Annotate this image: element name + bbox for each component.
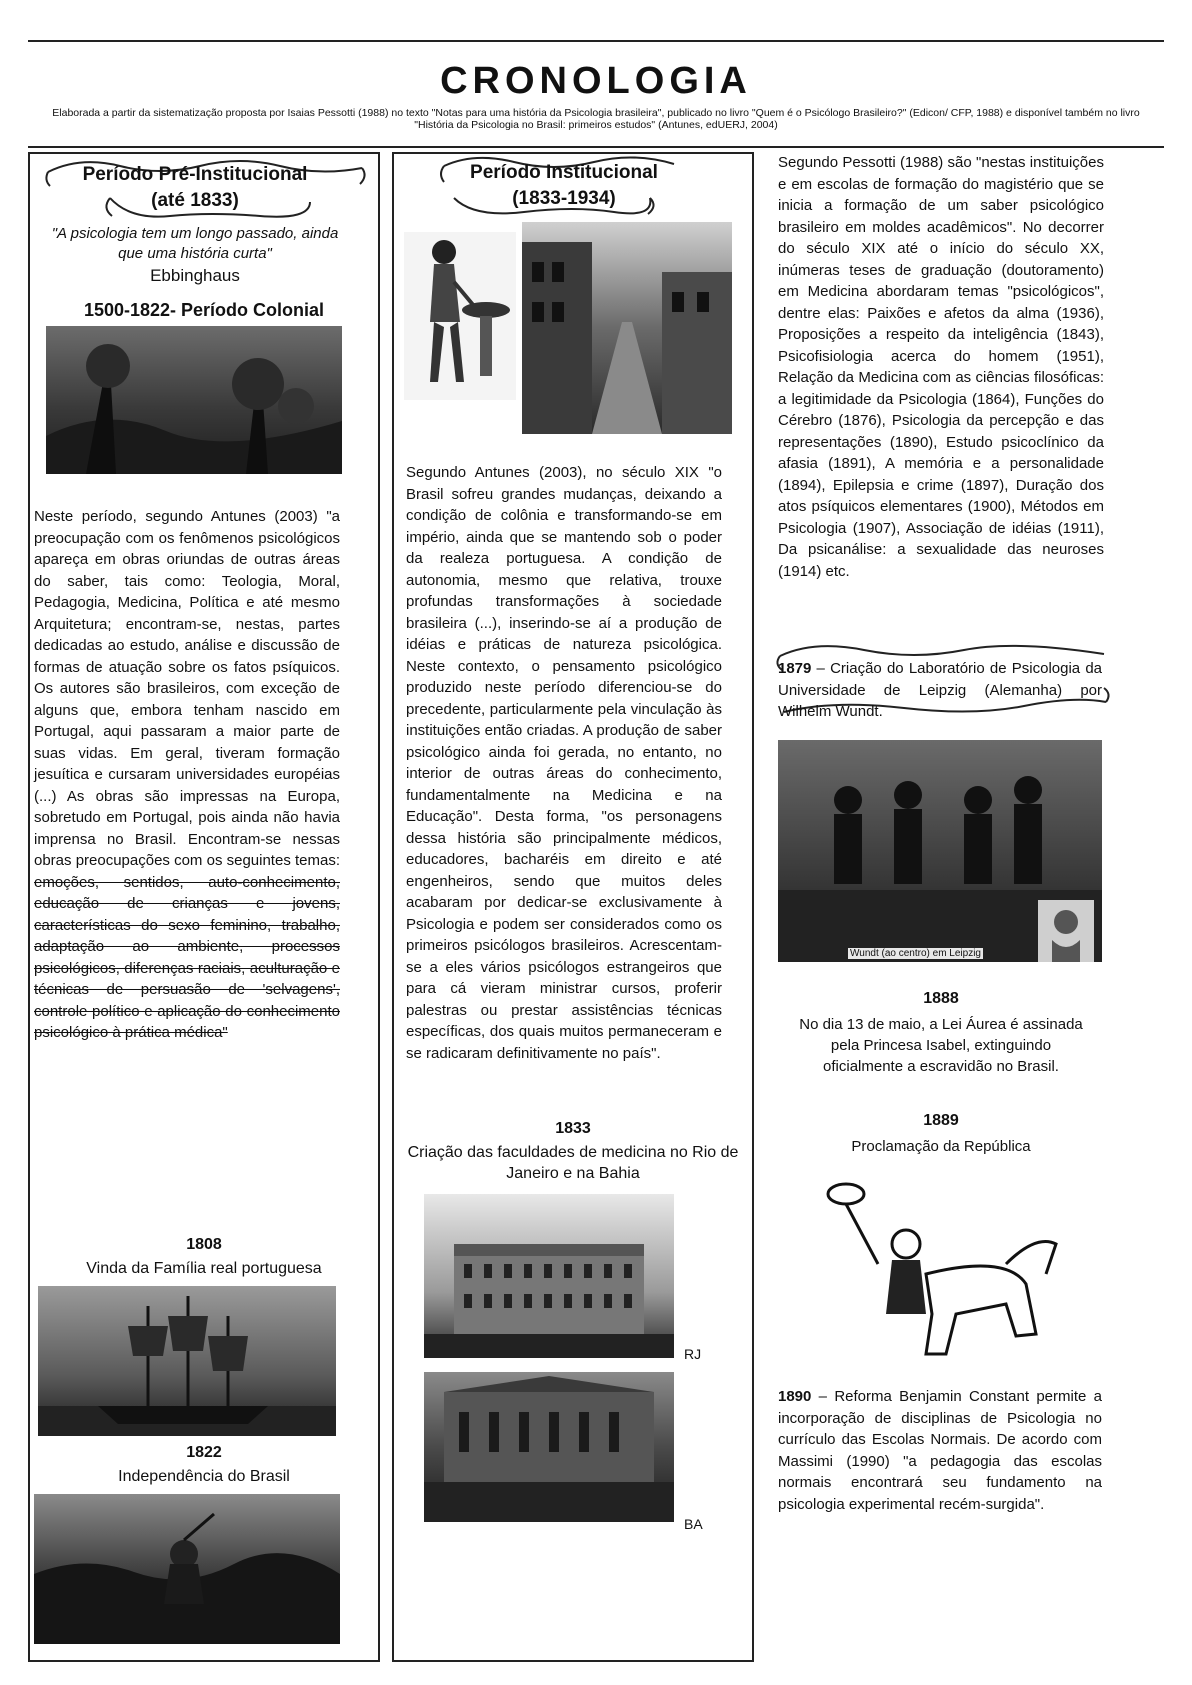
year-1889: 1889	[923, 1112, 959, 1129]
year-1890: 1890	[778, 1388, 812, 1405]
label-rj: RJ	[684, 1346, 702, 1362]
institutional-period-text: Segundo Antunes (2003), no século XIX "o Brasil sofreu grandes mudanças, deixando a condição de colônia e transformando-se em império, ainda que se mantendo sob o poder da realeza portuguesa. A condição de autonomia, mesmo que relativa, trouxe profundas transformações à sociedade brasileira (...), inserindo-se aí a produção de idéias e práticas de natureza psicológica. Neste contexto, o pensamento psicológico produzido neste período diferenciou-se do precedente, particularmente pela vinculação às instituições então criadas. A produção de saber psicológico ainda foi gerada, no entanto, no interior de outras áreas do conhecimento, fundamentalmente na Medicina e na Educação". Desta forma, "os personagens dessa história são principalmente médicos, educadores, bacharéis em direito e até engenheiros, sendo que muitos deles acabaram por dedicar-se exclusivamente à Psicologia e podem ser considerados como os primeiros psicólogos brasileiros. Acrescentam-se a eles vários psicólogos estrangeiros que para cá vieram ministrar cursos, proferir palestras ou prestar assistências técnicas específicas, dos quais muitos permaneceram e se radicaram definitivamente no país".	[406, 464, 722, 1062]
period-title: Período Pré-Institucional	[82, 164, 308, 185]
rj-building-illustration	[424, 1194, 674, 1358]
page-title: CRONOLOGIA	[440, 60, 752, 102]
street-illustration	[522, 222, 732, 434]
colonial-heading: 1500-1822- Período Colonial	[83, 300, 325, 320]
colonial-street-image	[522, 222, 732, 434]
wundt-caption: Wundt (ao centro) em Leipzig	[850, 948, 981, 959]
period-range: (1833-1934)	[512, 188, 616, 209]
text-1889: Proclamação da República	[851, 1138, 1031, 1155]
rj-faculty-image	[424, 1194, 674, 1358]
caption-1808: Vinda da Família real portuguesa	[86, 1260, 322, 1277]
year-1879: 1879	[778, 660, 812, 677]
wundt-lab-illustration	[778, 740, 1102, 962]
event-1890	[778, 1386, 1102, 1515]
ba-faculty-image	[424, 1372, 674, 1522]
deodoro-horse-illustration	[806, 1174, 1066, 1364]
colonial-period-text	[34, 506, 340, 1044]
ship-illustration	[38, 1286, 336, 1436]
column-pre-institutional	[28, 152, 380, 1662]
colonial-text-topics: emoções, sentidos, auto-conhecimento, educação de crianças e jovens, características do sexo feminino, trabalho, adaptação ao ambiente, processos psicológicos, diferenças raciais, aculturação e técnicas de persuasão de 'selvagens', controle político e aplicação do conhecimento psicológico à prática médica"	[34, 873, 340, 1041]
period-range: (até 1833)	[151, 190, 239, 211]
period-title: Período Institucional	[470, 162, 658, 183]
independence-image	[34, 1494, 340, 1644]
column-continuation	[768, 152, 1152, 1662]
caption-1822: Independência do Brasil	[118, 1468, 290, 1485]
ebbinghaus-quote: "A psicologia tem um longo passado, ainda que uma história curta"	[51, 225, 339, 262]
page-subtitle: Elaborada a partir da sistematização proposta por Isaias Pessotti (1988) no texto "Notas para uma história da Psicologia brasileira", publicado no livro "Quem é o Psicólogo Brasileiro?" (Edicon/ CFP, 1988) e disponível também no livro "História da Psicologia no Brasil: primeiros estudos" (Antunes, edUERJ, 2004)	[52, 107, 1140, 131]
text-1879: – Criação do Laboratório de Psicologia da Universidade de Leipzig (Alemanha) por Wilhelm Wundt.	[778, 660, 1102, 720]
royal-family-ship-image	[38, 1286, 336, 1436]
year-1822: 1822	[186, 1444, 222, 1461]
indigenous-figure-image	[404, 232, 516, 400]
year-1833: 1833	[555, 1120, 591, 1137]
republic-illustration-image	[806, 1174, 1066, 1364]
pessotti-text: Segundo Pessotti (1988) são "nestas instituições e em escolas de formação do magistério que se inicia a formação de um saber psicológico brasileiro em moldes acadêmicos". No decorrer do século XIX até o início do século XX, inúmeras teses de graduação (doutoramento) em Medicina abordaram temas "psicológicos", dentre elas: Paixões e afetos da alma (1936), Proposições a respeito da inteligência (1843), Psicofisiologia acerca do homem (1951), Relação da Medicina com as ciências filosóficas: a legitimidade da Psicologia (1864), Funções do Cérebro (1876), Psicologia da percepção e das representações (1890), Estudo psicoclínico da afasia (1891), A memória e a personalidade (1894), Epilepsia e crime (1897), Duração dos atos psíquicos elementares (1900), Métodos em Psicologia (1907), Associação de idéias (1911), Da psicanálise: a sexualidade das neuroses (1914) etc.	[778, 154, 1104, 580]
text-1888: No dia 13 de maio, a Lei Áurea é assinada pela Princesa Isabel, extinguindo oficialmente a escravidão no Brasil.	[799, 1016, 1083, 1075]
event-1879	[778, 658, 1102, 723]
label-ba: BA	[684, 1516, 703, 1532]
colonial-landscape-illustration	[46, 326, 342, 474]
quote-author: Ebbinghaus	[150, 266, 240, 285]
wundt-lab-image	[778, 740, 1102, 962]
column-institutional	[392, 152, 754, 1662]
independence-illustration	[34, 1494, 340, 1644]
year-1888: 1888	[923, 990, 959, 1007]
year-1808: 1808	[186, 1236, 222, 1253]
colonial-landscape-image	[46, 326, 342, 474]
ba-building-illustration	[424, 1372, 674, 1522]
text-1890: – Reforma Benjamin Constant permite a incorporação de disciplinas de Psicologia no currículo das Escolas Normais. De acordo com Massimi (1990) "a pedagogia das escolas normais encontrará seu fundamento na psicologia experimental recém-surgida".	[778, 1388, 1102, 1513]
figure-illustration	[404, 232, 516, 400]
caption-1833: Criação das faculdades de medicina no Rio de Janeiro e na Bahia	[407, 1144, 739, 1182]
page-header	[28, 40, 1164, 148]
colonial-text-a: Neste período, segundo Antunes (2003) "a preocupação com os fenômenos psicológicos apareça em obras oriundas de outras áreas do saber, tais como: Teologia, Moral, Pedagogia, Medicina, Política e até mesmo Arquitetura; encontram-se, nestas, partes dedicadas ao estudo, análise e discussão de formas de atuação sobre os fatos psíquicos. Os autores são brasileiros, com exceção de alguns que, embora tenham nascido em Portugal, aqui passaram a maior parte de suas vidas. Em geral, tiveram formação jesuítica e cursaram universidades européias (...) As obras são impressas na Europa, sobretudo em Portugal, pois ainda não havia imprensa no Brasil. Encontram-se nessas obras preocupações com os seguintes temas:	[34, 508, 340, 869]
